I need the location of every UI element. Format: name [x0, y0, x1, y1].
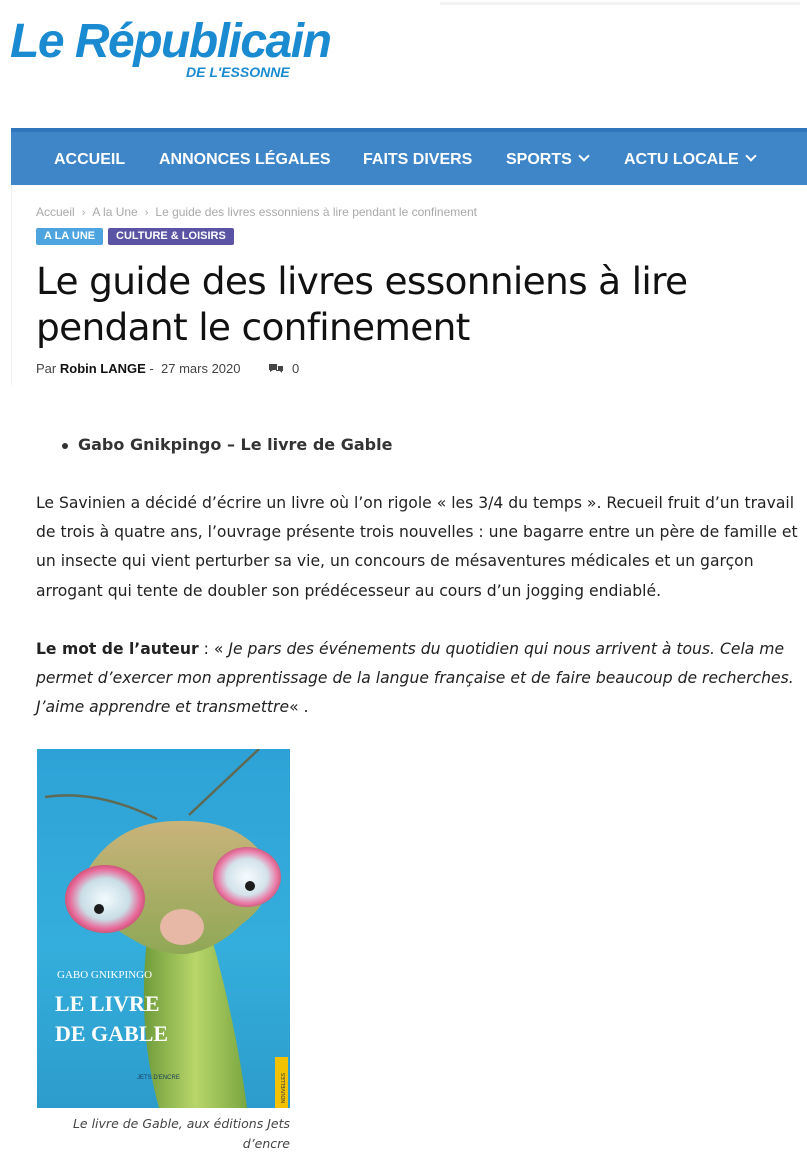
nav-item-label: ACCUEIL — [54, 151, 126, 168]
nav-item-label: ACTU LOCALE — [624, 151, 739, 168]
nav-item-label: FAITS DIVERS — [363, 151, 473, 168]
breadcrumb-section[interactable]: A la Une — [92, 205, 138, 219]
author-quote — [36, 635, 807, 723]
article-date: 27 mars 2020 — [161, 361, 241, 376]
logo-main-text: Le Républicain — [10, 15, 331, 68]
book-cover-image[interactable] — [37, 749, 290, 1108]
comment-count: 0 — [292, 361, 300, 376]
nav-item-label: ANNONCES LÉGALES — [159, 151, 331, 168]
chevron-right-icon: › — [81, 207, 86, 219]
logo-sub-text: DE L'ESSONNE — [186, 64, 290, 80]
site-logo[interactable] — [10, 15, 331, 80]
chevron-down-icon — [578, 150, 589, 161]
top-decor-line — [440, 2, 800, 5]
image-caption: Le livre de Gable, aux éditions Jets d’encre — [72, 1116, 290, 1151]
content-left-border — [11, 185, 12, 385]
quote-open: : « — [198, 640, 229, 658]
nav-item-label: SPORTS — [506, 151, 572, 168]
cover-author: GABO GNIKPINGO — [57, 969, 153, 981]
breadcrumb — [36, 205, 477, 219]
cover-spine-label: NOUVELLES — [281, 1072, 287, 1103]
nav-item-faits-divers[interactable] — [363, 132, 472, 185]
mantis-illustration — [37, 749, 290, 1108]
comment-icon — [268, 363, 284, 375]
quote-close: « . — [289, 698, 309, 717]
main-navigation — [11, 128, 807, 185]
breadcrumb-current: Le guide des livres essonniens à lire pendant le confinement — [155, 205, 477, 219]
author-link[interactable]: Robin LANGE — [59, 361, 146, 376]
cover-title-line2: DE GABLE — [55, 1021, 169, 1046]
quote-text: Je pars des événements du quotidien qui nous arrivent à tous. Cela me permet d’exercer mon apprentissage de la langue française et de faire beaucoup de recherches. J’aime apprendre et transmettre — [36, 640, 794, 717]
chevron-right-icon: › — [144, 207, 149, 219]
breadcrumb-home[interactable]: Accueil — [36, 205, 75, 219]
chevron-down-icon — [745, 150, 756, 161]
tag-culture-loisirs[interactable]: CULTURE & LOISIRS — [108, 228, 234, 245]
article-title: Le guide des livres essonniens à lire pendant le confinement — [36, 259, 688, 349]
comment-count-link[interactable] — [268, 361, 299, 376]
article-byline — [36, 361, 241, 376]
nav-item-accueil[interactable] — [54, 132, 125, 185]
byline-dash: - — [149, 361, 154, 376]
nav-item-annonces-legales[interactable] — [159, 132, 331, 185]
cover-title-line1: LE LIVRE — [55, 991, 160, 1016]
nav-item-actu-locale[interactable] — [624, 132, 755, 185]
article-paragraph: Le Savinien a décidé d’écrire un livre où l’on rigole « les 3/4 du temps ». Recueil fruit d’un travail de trois à quatre ans, l’ouvrage présente trois nouvelles : une bagarre entre un père de famille et un insecte qui vient perturber sa vie, un concours de mésaventures médicales et un garçon arrogant qui tente de doubler son prédécesseur au cours d’un jogging endiablé. — [36, 494, 798, 600]
byline-prefix: Par — [36, 361, 57, 376]
tag-a-la-une[interactable]: A LA UNE — [36, 228, 103, 245]
quote-label: Le mot de l’auteur — [36, 640, 199, 658]
cover-publisher: JETS D'ENCRE — [137, 1075, 180, 1081]
book-bullet-heading: Gabo Gnikpingo – Le livre de Gable — [78, 435, 393, 454]
nav-item-sports[interactable] — [506, 132, 588, 185]
